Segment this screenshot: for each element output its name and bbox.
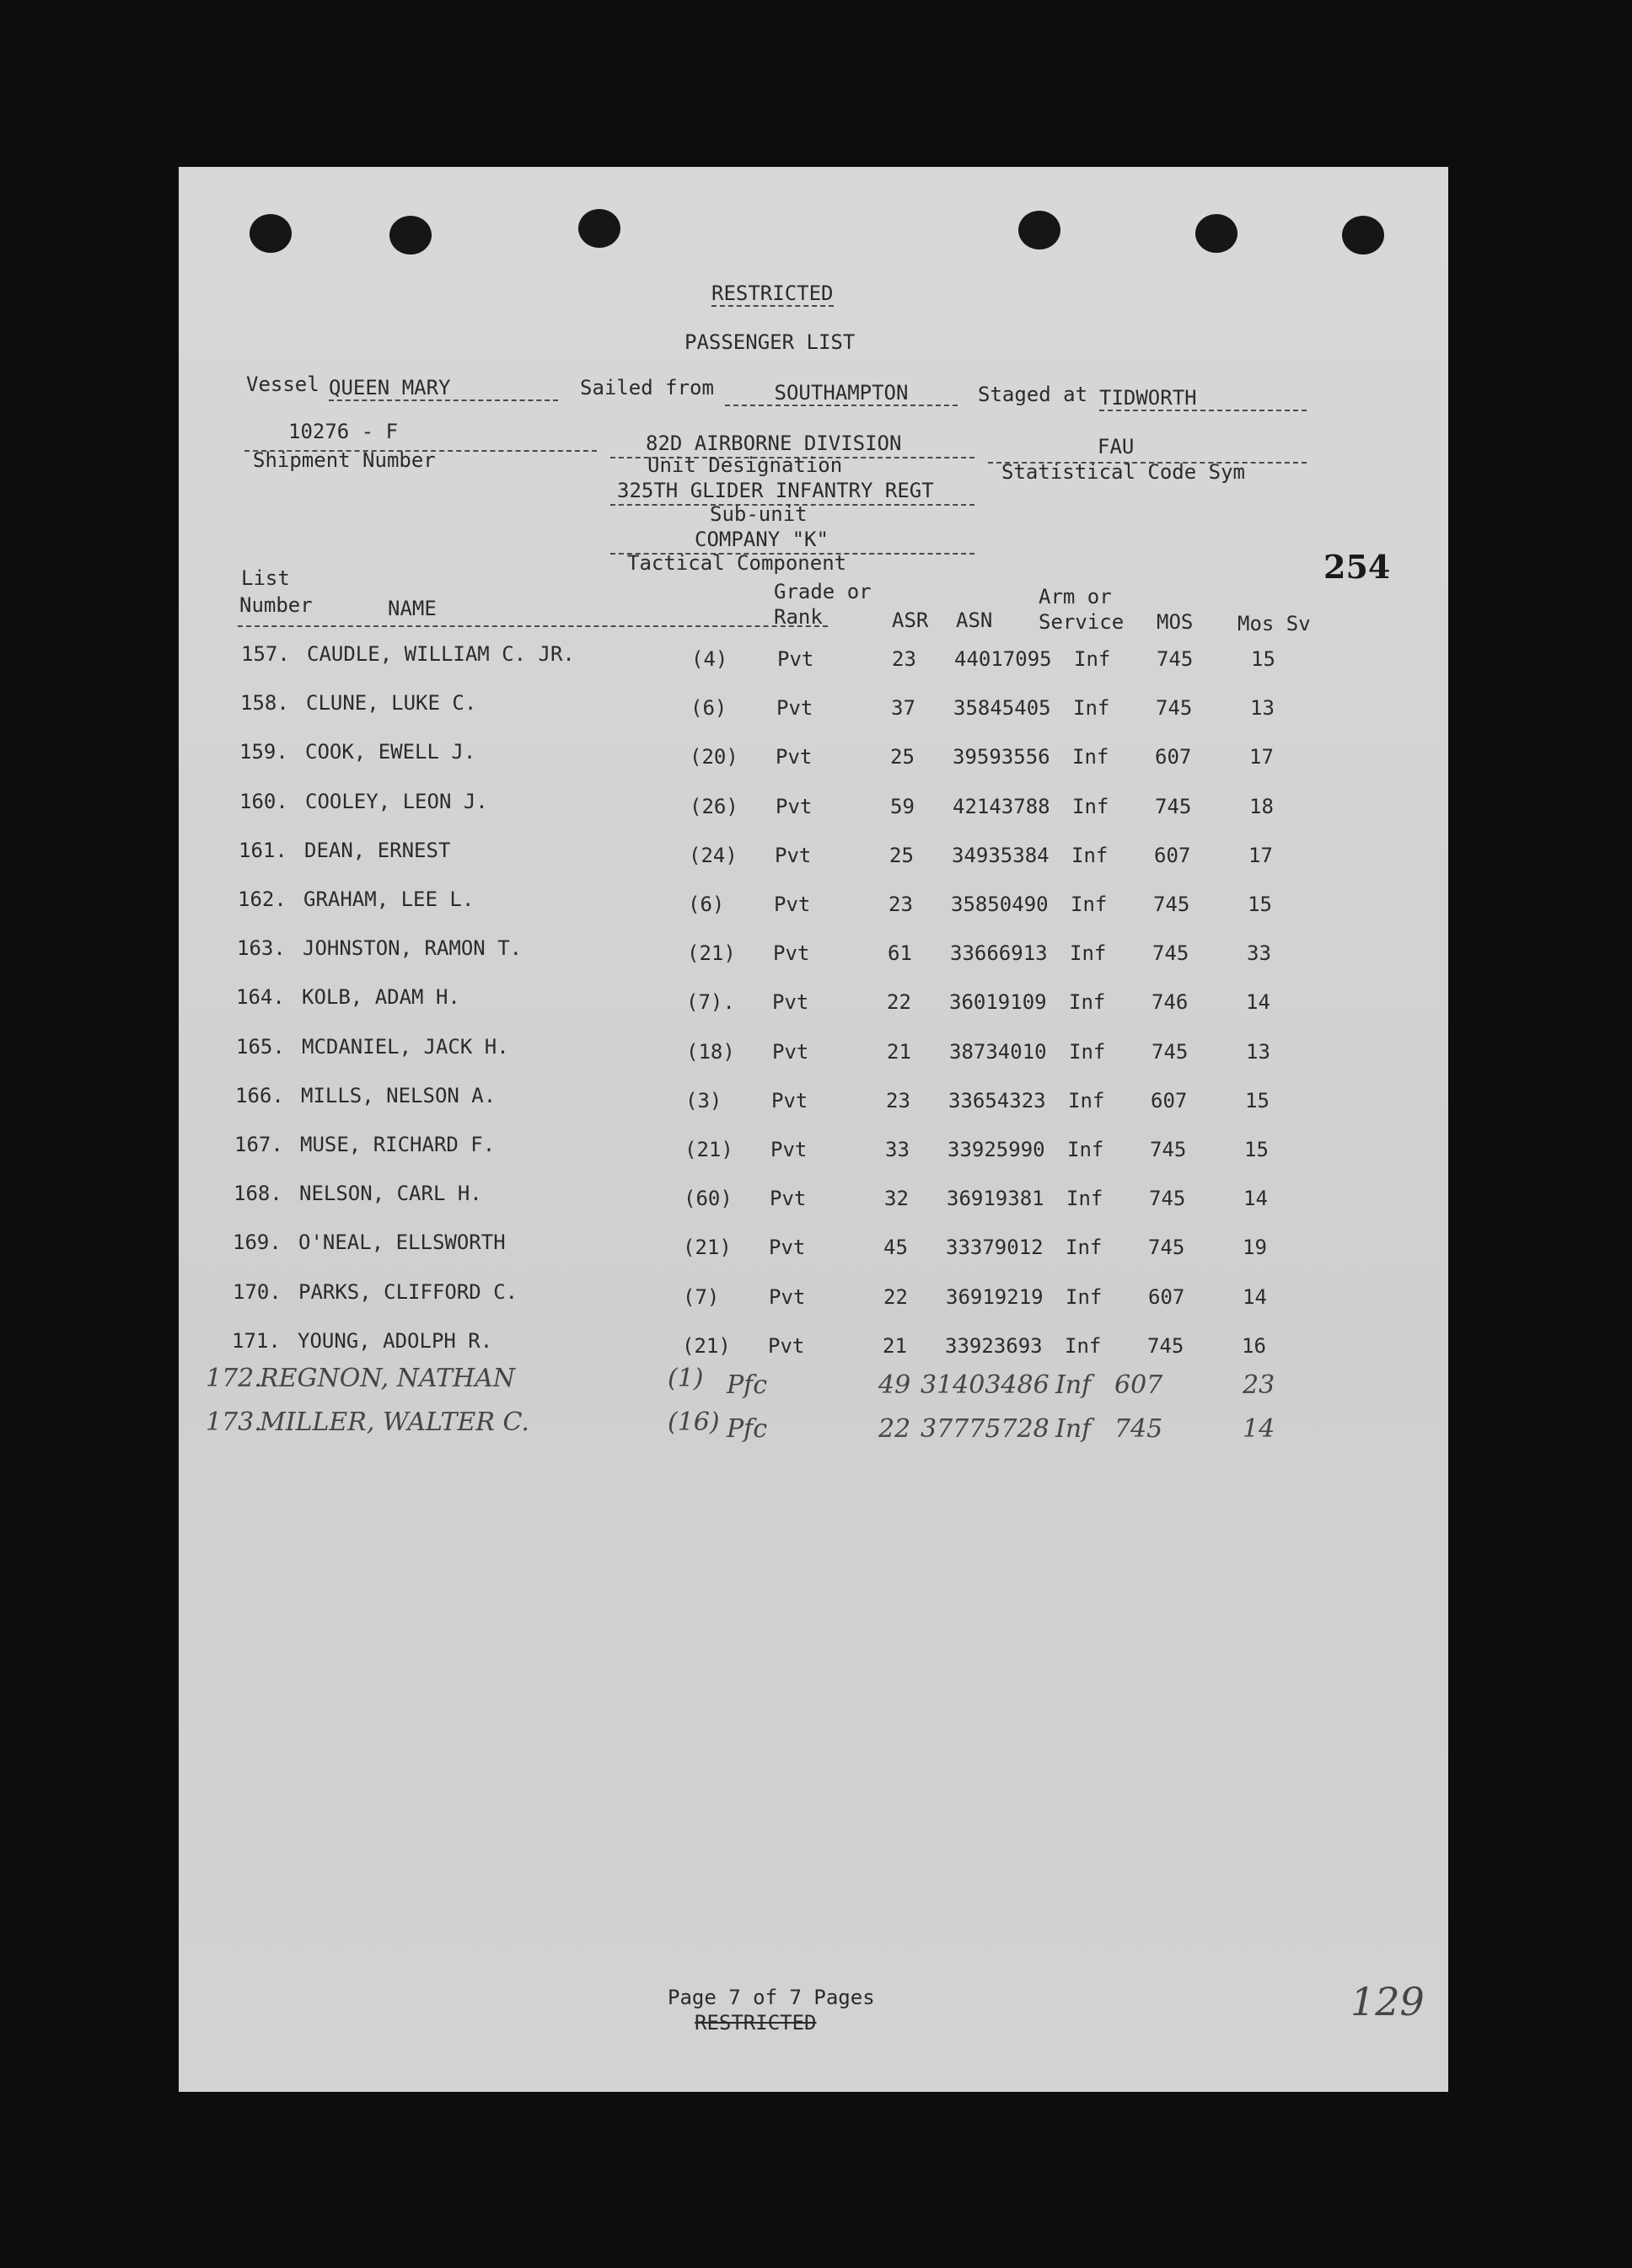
- rank-cell: Pvt: [770, 1187, 807, 1210]
- rank-cell: Pvt: [772, 1040, 809, 1064]
- list-number: 169.: [233, 1231, 282, 1254]
- code-cell: (3): [685, 1089, 722, 1113]
- code-cell: (7): [683, 1285, 720, 1309]
- asr-cell: 59: [890, 795, 915, 818]
- arm-cell: Inf: [1073, 696, 1110, 720]
- list-number: 166.: [235, 1084, 284, 1107]
- staged-at-value: TIDWORTH: [1099, 386, 1307, 411]
- arm-cell: Inf: [1072, 745, 1109, 769]
- asr-cell: 23: [888, 893, 913, 916]
- list-number: 168.: [234, 1182, 282, 1205]
- mos-cell: 745: [1152, 1040, 1189, 1064]
- mos-sv-cell: 16: [1242, 1334, 1266, 1358]
- list-number: 170.: [233, 1280, 282, 1304]
- mos-sv-cell: 15: [1248, 893, 1272, 916]
- arm-cell: Inf: [1069, 1040, 1106, 1064]
- arm-cell: Inf: [1067, 1138, 1104, 1161]
- document-page: [179, 167, 1448, 2092]
- mos-cell: 607: [1151, 1089, 1188, 1113]
- rank-cell: Pvt: [769, 1285, 806, 1309]
- handwritten-num: 172.: [206, 1364, 262, 1393]
- code-cell: (6): [690, 696, 727, 720]
- asn-cell: 36919381: [947, 1187, 1044, 1210]
- passenger-name: O'NEAL, ELLSWORTH: [298, 1231, 506, 1254]
- handwritten-mos-sv: 23: [1243, 1370, 1275, 1400]
- code-cell: (24): [689, 844, 738, 867]
- staged-at-label: Staged at: [978, 383, 1088, 406]
- column-header-name: NAME: [388, 597, 437, 620]
- passenger-name: NELSON, CARL H.: [299, 1182, 482, 1205]
- mos-sv-cell: 14: [1246, 990, 1270, 1014]
- punch-hole: [1018, 211, 1060, 249]
- arm-cell: Inf: [1071, 844, 1109, 867]
- stat-code-label: Statistical Code Sym: [1001, 460, 1245, 484]
- handwritten-code: (16): [668, 1407, 720, 1437]
- mos-sv-cell: 15: [1245, 1089, 1270, 1113]
- code-cell: (4): [691, 647, 728, 671]
- mos-cell: 745: [1147, 1334, 1184, 1358]
- classification-header: RESTRICTED: [711, 281, 834, 305]
- handwritten-asr: 22: [878, 1414, 911, 1444]
- asn-cell: 33923693: [945, 1334, 1043, 1358]
- list-number: 163.: [237, 936, 286, 960]
- tactical-component-label: Tactical Component: [627, 551, 847, 575]
- handwritten-code: (1): [668, 1364, 704, 1393]
- shipment-number-label: Shipment Number: [253, 448, 436, 472]
- asr-cell: 45: [883, 1236, 908, 1259]
- mos-cell: 745: [1155, 795, 1192, 818]
- code-cell: (21): [682, 1334, 731, 1358]
- mos-cell: 745: [1149, 1187, 1186, 1210]
- rank-cell: Pvt: [772, 990, 809, 1014]
- asr-cell: 23: [886, 1089, 910, 1113]
- passenger-name: CAUDLE, WILLIAM C. JR.: [307, 642, 575, 666]
- asn-cell: 33666913: [950, 941, 1048, 965]
- handwritten-rank: Pfc: [727, 1370, 768, 1400]
- mos-sv-cell: 18: [1249, 795, 1274, 818]
- list-number: 165.: [236, 1035, 285, 1059]
- asr-cell: 37: [891, 696, 915, 720]
- passenger-name: COOK, EWELL J.: [305, 740, 476, 764]
- rank-cell: Pvt: [770, 1138, 808, 1161]
- arm-cell: Inf: [1068, 1089, 1105, 1113]
- code-cell: (7).: [686, 990, 735, 1014]
- passenger-name: MCDANIEL, JACK H.: [302, 1035, 509, 1059]
- column-header-service: Service: [1039, 610, 1125, 634]
- passenger-name: JOHNSTON, RAMON T.: [303, 936, 523, 960]
- arm-cell: Inf: [1072, 795, 1109, 818]
- handwritten-asr: 49: [878, 1370, 911, 1400]
- arm-cell: Inf: [1069, 990, 1106, 1014]
- code-cell: (26): [690, 795, 738, 818]
- column-header-mos-sv: Mos Sv: [1237, 612, 1311, 635]
- classification-footer: RESTRICTED: [695, 2011, 817, 2035]
- rank-cell: Pvt: [768, 1334, 805, 1358]
- handwritten-asn: 31403486: [921, 1370, 1050, 1400]
- handwritten-arm: Inf: [1055, 1370, 1092, 1400]
- rank-cell: Pvt: [769, 1236, 806, 1259]
- vessel-label: Vessel: [246, 373, 319, 396]
- rank-cell: Pvt: [773, 941, 810, 965]
- asn-cell: 38734010: [949, 1040, 1047, 1064]
- list-number: 164.: [236, 985, 285, 1009]
- mos-sv-cell: 15: [1251, 647, 1275, 671]
- column-header-rank: Rank: [774, 605, 823, 629]
- asn-cell: 33379012: [946, 1236, 1044, 1259]
- asr-cell: 33: [885, 1138, 910, 1161]
- asr-cell: 23: [892, 647, 916, 671]
- list-number: 167.: [234, 1133, 283, 1156]
- mos-cell: 607: [1155, 745, 1192, 769]
- asr-cell: 25: [889, 844, 914, 867]
- sub-unit-value: 325TH GLIDER INFANTRY REGT: [617, 479, 934, 502]
- mos-sv-cell: 17: [1248, 844, 1273, 867]
- punch-hole: [578, 209, 620, 248]
- mos-cell: 745: [1148, 1236, 1185, 1259]
- list-number: 171.: [232, 1329, 281, 1353]
- mos-sv-cell: 15: [1244, 1138, 1269, 1161]
- list-number: 157.: [241, 642, 290, 666]
- passenger-name: MILLS, NELSON A.: [301, 1084, 497, 1107]
- tactical-component-value: COMPANY "K": [695, 528, 829, 551]
- divider: [238, 625, 828, 627]
- asr-cell: 32: [884, 1187, 909, 1210]
- code-cell: (20): [690, 745, 738, 769]
- mos-cell: 745: [1157, 647, 1194, 671]
- mos-sv-cell: 14: [1243, 1187, 1268, 1210]
- punch-hole: [1195, 214, 1237, 253]
- asn-cell: 44017095: [954, 647, 1052, 671]
- asr-cell: 21: [887, 1040, 911, 1064]
- handwritten-mos: 745: [1114, 1414, 1163, 1444]
- code-cell: (21): [684, 1138, 733, 1161]
- mos-cell: 745: [1153, 893, 1190, 916]
- passenger-name: DEAN, ERNEST: [304, 839, 451, 862]
- handwritten-arm: Inf: [1055, 1414, 1092, 1444]
- mos-cell: 607: [1148, 1285, 1185, 1309]
- mos-sv-cell: 19: [1243, 1236, 1267, 1259]
- asr-cell: 61: [888, 941, 912, 965]
- asn-cell: 35845405: [953, 696, 1051, 720]
- arm-cell: Inf: [1066, 1236, 1103, 1259]
- asn-cell: 36919219: [946, 1285, 1044, 1309]
- sub-unit-label: Sub-unit: [710, 502, 808, 526]
- handwritten-rank: Pfc: [727, 1414, 768, 1444]
- sailed-from-value: SOUTHAMPTON: [725, 381, 958, 406]
- mos-cell: 607: [1154, 844, 1191, 867]
- passenger-name: GRAHAM, LEE L.: [303, 887, 475, 911]
- asr-cell: 22: [887, 990, 911, 1014]
- stamp-number: 254: [1323, 548, 1391, 586]
- unit-designation-label: Unit Designation: [647, 453, 843, 477]
- list-number: 161.: [239, 839, 287, 862]
- column-header-asn: ASN: [956, 609, 993, 632]
- asr-cell: 25: [890, 745, 915, 769]
- column-header-asr: ASR: [892, 609, 929, 632]
- punch-hole: [250, 214, 292, 253]
- mos-sv-cell: 13: [1250, 696, 1275, 720]
- handwritten-mos-sv: 14: [1243, 1414, 1275, 1444]
- column-header-list: List: [241, 566, 290, 590]
- column-header-mos: MOS: [1157, 610, 1194, 634]
- column-header-arm: Arm or: [1039, 585, 1112, 609]
- handwritten-num: 173.: [206, 1407, 262, 1437]
- rank-cell: Pvt: [776, 696, 813, 720]
- mos-sv-cell: 14: [1243, 1285, 1267, 1309]
- asn-cell: 36019109: [949, 990, 1047, 1014]
- mos-cell: 745: [1156, 696, 1193, 720]
- page-indicator: Page 7 of 7 Pages: [668, 1986, 875, 2009]
- handwritten-name: REGNON, NATHAN: [260, 1364, 516, 1393]
- asn-cell: 34935384: [952, 844, 1050, 867]
- asr-cell: 21: [883, 1334, 907, 1358]
- code-cell: (6): [688, 893, 725, 916]
- passenger-name: KOLB, ADAM H.: [302, 985, 460, 1009]
- arm-cell: Inf: [1065, 1334, 1102, 1358]
- mos-cell: 745: [1150, 1138, 1187, 1161]
- rank-cell: Pvt: [775, 844, 812, 867]
- arm-cell: Inf: [1071, 893, 1108, 916]
- list-number: 162.: [238, 887, 287, 911]
- mos-sv-cell: 17: [1249, 745, 1274, 769]
- rank-cell: Pvt: [774, 893, 811, 916]
- rank-cell: Pvt: [777, 647, 814, 671]
- handwritten-mos: 607: [1114, 1370, 1163, 1400]
- sailed-from-label: Sailed from: [580, 376, 714, 399]
- folio-number: 129: [1350, 1979, 1425, 2024]
- arm-cell: Inf: [1066, 1285, 1103, 1309]
- handwritten-name: MILLER, WALTER C.: [260, 1407, 529, 1437]
- list-number: 159.: [239, 740, 288, 764]
- asn-cell: 39593556: [953, 745, 1050, 769]
- asn-cell: 33654323: [948, 1089, 1046, 1113]
- mos-cell: 745: [1152, 941, 1189, 965]
- mos-cell: 746: [1152, 990, 1189, 1014]
- list-number: 160.: [239, 790, 288, 813]
- mos-sv-cell: 13: [1246, 1040, 1270, 1064]
- arm-cell: Inf: [1066, 1187, 1103, 1210]
- punch-hole: [1342, 216, 1384, 255]
- asn-cell: 42143788: [953, 795, 1050, 818]
- arm-cell: Inf: [1070, 941, 1107, 965]
- document-title: PASSENGER LIST: [684, 330, 856, 354]
- passenger-name: MUSE, RICHARD F.: [300, 1133, 496, 1156]
- column-header-number: Number: [239, 593, 313, 617]
- asn-cell: 33925990: [948, 1138, 1045, 1161]
- handwritten-asn: 37775728: [921, 1414, 1050, 1444]
- rank-cell: Pvt: [776, 745, 813, 769]
- list-number: 158.: [240, 691, 289, 715]
- asr-cell: 22: [883, 1285, 908, 1309]
- code-cell: (18): [686, 1040, 735, 1064]
- code-cell: (60): [684, 1187, 733, 1210]
- passenger-name: YOUNG, ADOLPH R.: [298, 1329, 493, 1353]
- code-cell: (21): [687, 941, 736, 965]
- vessel-value: QUEEN MARY: [329, 376, 558, 401]
- passenger-name: CLUNE, LUKE C.: [306, 691, 477, 715]
- passenger-name: COOLEY, LEON J.: [305, 790, 488, 813]
- column-header-grade: Grade or: [774, 580, 872, 603]
- asn-cell: 35850490: [951, 893, 1049, 916]
- rank-cell: Pvt: [771, 1089, 808, 1113]
- rank-cell: Pvt: [776, 795, 813, 818]
- mos-sv-cell: 33: [1247, 941, 1271, 965]
- code-cell: (21): [683, 1236, 732, 1259]
- passenger-name: PARKS, CLIFFORD C.: [298, 1280, 518, 1304]
- punch-hole: [389, 216, 432, 255]
- stat-code-value: FAU: [1098, 435, 1135, 458]
- arm-cell: Inf: [1074, 647, 1111, 671]
- shipment-number-value: 10276 - F: [288, 420, 399, 443]
- unit-designation-value: 82D AIRBORNE DIVISION: [646, 432, 902, 455]
